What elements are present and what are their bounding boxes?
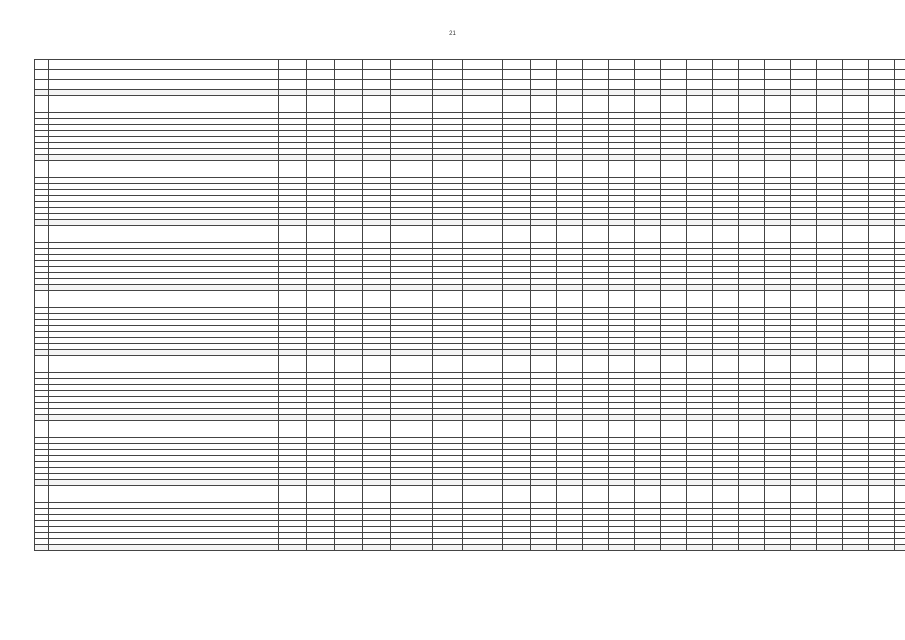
table-cell: [895, 545, 905, 551]
table-cell: [713, 291, 739, 308]
table-cell: [391, 486, 433, 503]
table-cell: [279, 96, 307, 113]
table-cell: [843, 486, 869, 503]
table-cell: [335, 96, 363, 113]
table-cell: [739, 421, 765, 438]
table-cell: [765, 70, 791, 80]
table-cell: [791, 96, 817, 113]
page-number: 21: [449, 31, 456, 37]
table-cell: [35, 60, 49, 70]
table-cell: [35, 421, 49, 438]
table-cell: [895, 70, 905, 80]
table-cell: [765, 96, 791, 113]
table-cell: [391, 545, 433, 551]
table-cell: [791, 226, 817, 243]
table-row: [35, 60, 905, 70]
table-cell: [713, 80, 739, 90]
table-cell: [791, 545, 817, 551]
table-cell: [661, 60, 687, 70]
table-cell: [843, 70, 869, 80]
table-cell: [765, 356, 791, 373]
table-cell: [279, 421, 307, 438]
table-cell: [791, 80, 817, 90]
table-cell: [35, 161, 49, 178]
table-cell: [765, 545, 791, 551]
table-cell: [279, 226, 307, 243]
table-cell: [583, 226, 609, 243]
table-cell: [557, 291, 583, 308]
table-cell: [433, 226, 463, 243]
table-row: [35, 226, 905, 243]
table-cell: [391, 161, 433, 178]
table-cell: [35, 545, 49, 551]
table-cell: [739, 545, 765, 551]
table-cell: [609, 291, 635, 308]
table-cell: [531, 80, 557, 90]
table-cell: [687, 60, 713, 70]
table-cell: [307, 421, 335, 438]
table-cell: [279, 545, 307, 551]
table-cell: [895, 486, 905, 503]
table-cell: [609, 226, 635, 243]
table-cell: [583, 421, 609, 438]
table-cell: [791, 161, 817, 178]
table-cell: [531, 421, 557, 438]
table-cell: [713, 486, 739, 503]
table-cell: [895, 291, 905, 308]
table-cell: [49, 161, 279, 178]
table-cell: [817, 545, 843, 551]
table-cell: [307, 161, 335, 178]
table-cell: [433, 545, 463, 551]
table-cell: [713, 161, 739, 178]
table-cell: [635, 96, 661, 113]
table-cell: [463, 161, 503, 178]
table-cell: [557, 421, 583, 438]
table-cell: [363, 60, 391, 70]
table-cell: [335, 421, 363, 438]
table-cell: [609, 70, 635, 80]
document-table: [34, 59, 876, 543]
table-cell: [583, 96, 609, 113]
table-cell: [531, 486, 557, 503]
table-cell: [661, 80, 687, 90]
table-cell: [817, 356, 843, 373]
table-cell: [713, 356, 739, 373]
table-cell: [843, 60, 869, 70]
table-cell: [869, 60, 895, 70]
table-cell: [531, 60, 557, 70]
table-cell: [35, 356, 49, 373]
table-cell: [765, 421, 791, 438]
table-cell: [463, 421, 503, 438]
table-cell: [817, 60, 843, 70]
table-cell: [49, 486, 279, 503]
table-cell: [791, 421, 817, 438]
table-cell: [895, 421, 905, 438]
table-cell: [363, 486, 391, 503]
table-cell: [279, 60, 307, 70]
table-cell: [687, 226, 713, 243]
table-cell: [335, 70, 363, 80]
table-cell: [583, 60, 609, 70]
table-cell: [713, 96, 739, 113]
table-cell: [713, 226, 739, 243]
table-cell: [335, 161, 363, 178]
table-cell: [869, 356, 895, 373]
table-cell: [49, 545, 279, 551]
table-cell: [279, 161, 307, 178]
table-cell: [35, 80, 49, 90]
table-cell: [817, 161, 843, 178]
table-cell: [895, 161, 905, 178]
table-cell: [463, 70, 503, 80]
table-cell: [531, 291, 557, 308]
table-cell: [307, 486, 335, 503]
table-cell: [503, 291, 531, 308]
table-cell: [557, 96, 583, 113]
table-cell: [557, 356, 583, 373]
table-cell: [791, 291, 817, 308]
table-cell: [531, 70, 557, 80]
table-cell: [279, 70, 307, 80]
table-cell: [687, 291, 713, 308]
table-cell: [817, 486, 843, 503]
table-cell: [279, 356, 307, 373]
table-cell: [661, 421, 687, 438]
table-cell: [661, 486, 687, 503]
table-cell: [713, 60, 739, 70]
table-cell: [363, 80, 391, 90]
table-cell: [433, 421, 463, 438]
table-cell: [895, 60, 905, 70]
table-cell: [739, 291, 765, 308]
table-cell: [279, 291, 307, 308]
table-cell: [35, 226, 49, 243]
table-cell: [503, 421, 531, 438]
table-cell: [35, 70, 49, 80]
table-cell: [635, 545, 661, 551]
table-cell: [687, 161, 713, 178]
table-cell: [635, 80, 661, 90]
table-cell: [765, 60, 791, 70]
table-cell: [557, 70, 583, 80]
table-cell: [895, 80, 905, 90]
table-cell: [661, 70, 687, 80]
table-cell: [503, 226, 531, 243]
table-cell: [463, 80, 503, 90]
table-cell: [635, 486, 661, 503]
table-cell: [843, 356, 869, 373]
table-cell: [687, 70, 713, 80]
table-cell: [583, 356, 609, 373]
table-cell: [391, 356, 433, 373]
table-cell: [391, 96, 433, 113]
table-cell: [895, 96, 905, 113]
table-cell: [817, 291, 843, 308]
table-cell: [363, 226, 391, 243]
table-row: [35, 545, 905, 551]
table-cell: [335, 291, 363, 308]
table-cell: [363, 356, 391, 373]
table-cell: [557, 226, 583, 243]
table-cell: [463, 356, 503, 373]
table-cell: [557, 486, 583, 503]
table-cell: [335, 486, 363, 503]
table-cell: [661, 96, 687, 113]
table-cell: [557, 161, 583, 178]
table-cell: [307, 291, 335, 308]
table-cell: [739, 486, 765, 503]
table-cell: [49, 80, 279, 90]
table-cell: [661, 356, 687, 373]
table-cell: [843, 226, 869, 243]
table-cell: [765, 226, 791, 243]
table-cell: [739, 226, 765, 243]
table-cell: [307, 356, 335, 373]
table-cell: [661, 291, 687, 308]
table-cell: [765, 161, 791, 178]
table-cell: [687, 356, 713, 373]
table-cell: [583, 291, 609, 308]
table-cell: [869, 80, 895, 90]
table-cell: [557, 60, 583, 70]
table-cell: [463, 291, 503, 308]
table-cell: [531, 96, 557, 113]
table-cell: [363, 421, 391, 438]
table-cell: [433, 96, 463, 113]
table-cell: [531, 356, 557, 373]
table-cell: [765, 291, 791, 308]
table-cell: [503, 545, 531, 551]
table-row: [35, 356, 905, 373]
table-cell: [335, 545, 363, 551]
table-cell: [363, 96, 391, 113]
table-cell: [463, 545, 503, 551]
table-cell: [391, 421, 433, 438]
table-row: [35, 421, 905, 438]
table-cell: [869, 161, 895, 178]
table-cell: [391, 291, 433, 308]
table-cell: [869, 96, 895, 113]
table-cell: [463, 486, 503, 503]
table-cell: [843, 96, 869, 113]
table-row: [35, 70, 905, 80]
table-cell: [661, 545, 687, 551]
table-cell: [433, 291, 463, 308]
table-cell: [503, 80, 531, 90]
table-cell: [635, 70, 661, 80]
table-cell: [687, 421, 713, 438]
table-row: [35, 96, 905, 113]
table-cell: [503, 161, 531, 178]
table-cell: [687, 545, 713, 551]
table-row: [35, 161, 905, 178]
table-cell: [463, 96, 503, 113]
table-cell: [817, 421, 843, 438]
table-cell: [557, 80, 583, 90]
table-cell: [739, 70, 765, 80]
table-cell: [279, 486, 307, 503]
table-cell: [583, 545, 609, 551]
table-cell: [391, 226, 433, 243]
table-cell: [869, 486, 895, 503]
table-cell: [557, 545, 583, 551]
table-cell: [363, 291, 391, 308]
table-cell: [363, 161, 391, 178]
table-cell: [531, 226, 557, 243]
table-cell: [49, 291, 279, 308]
table-cell: [791, 486, 817, 503]
table-cell: [843, 161, 869, 178]
table-cell: [609, 161, 635, 178]
table-cell: [531, 545, 557, 551]
table-cell: [391, 80, 433, 90]
table-cell: [307, 96, 335, 113]
table-cell: [687, 96, 713, 113]
table-cell: [503, 96, 531, 113]
table-cell: [713, 421, 739, 438]
table-cell: [817, 96, 843, 113]
table-cell: [583, 80, 609, 90]
table-cell: [433, 486, 463, 503]
table-cell: [307, 226, 335, 243]
table-row: [35, 486, 905, 503]
table-cell: [363, 70, 391, 80]
table-cell: [433, 356, 463, 373]
table-cell: [35, 96, 49, 113]
table-cell: [661, 161, 687, 178]
table-cell: [503, 486, 531, 503]
table-cell: [433, 60, 463, 70]
table-cell: [739, 356, 765, 373]
table-cell: [869, 421, 895, 438]
table-cell: [661, 226, 687, 243]
table-cell: [791, 70, 817, 80]
table-cell: [817, 70, 843, 80]
table-cell: [531, 161, 557, 178]
table-cell: [583, 70, 609, 80]
table-cell: [869, 291, 895, 308]
table-cell: [739, 60, 765, 70]
table-cell: [49, 226, 279, 243]
table-cell: [869, 545, 895, 551]
table-cell: [433, 80, 463, 90]
table-cell: [895, 356, 905, 373]
table-row: [35, 291, 905, 308]
table-cell: [635, 60, 661, 70]
table-cell: [307, 545, 335, 551]
table-cell: [713, 70, 739, 80]
table-cell: [713, 545, 739, 551]
table-cell: [739, 161, 765, 178]
table-cell: [463, 226, 503, 243]
table-cell: [869, 226, 895, 243]
table-cell: [583, 161, 609, 178]
table-cell: [307, 70, 335, 80]
table-cell: [335, 60, 363, 70]
table-cell: [895, 226, 905, 243]
table-cell: [869, 70, 895, 80]
table-cell: [609, 486, 635, 503]
table-cell: [635, 161, 661, 178]
table-cell: [335, 80, 363, 90]
table-cell: [307, 80, 335, 90]
table-cell: [391, 70, 433, 80]
table-cell: [635, 356, 661, 373]
table-cell: [609, 80, 635, 90]
table-cell: [817, 226, 843, 243]
table-cell: [35, 291, 49, 308]
table-cell: [35, 486, 49, 503]
table-cell: [583, 486, 609, 503]
table-cell: [49, 356, 279, 373]
table-cell: [49, 60, 279, 70]
table-cell: [635, 226, 661, 243]
table-cell: [843, 545, 869, 551]
table-cell: [503, 356, 531, 373]
table-cell: [843, 80, 869, 90]
table-cell: [791, 60, 817, 70]
table-cell: [687, 80, 713, 90]
table-cell: [49, 96, 279, 113]
table-row: [35, 80, 905, 90]
table-cell: [307, 60, 335, 70]
table-cell: [843, 291, 869, 308]
table-cell: [463, 60, 503, 70]
table-cell: [363, 545, 391, 551]
table-cell: [391, 60, 433, 70]
table-cell: [817, 80, 843, 90]
table-cell: [609, 60, 635, 70]
table-cell: [765, 486, 791, 503]
table-cell: [791, 356, 817, 373]
table-cell: [503, 70, 531, 80]
table-cell: [49, 70, 279, 80]
table-cell: [843, 421, 869, 438]
table-cell: [609, 421, 635, 438]
table-cell: [765, 80, 791, 90]
table-cell: [635, 291, 661, 308]
table-cell: [609, 545, 635, 551]
table-cell: [279, 80, 307, 90]
table-cell: [433, 161, 463, 178]
data-table: [34, 59, 905, 551]
table-cell: [49, 421, 279, 438]
table-cell: [335, 226, 363, 243]
table-cell: [609, 356, 635, 373]
table-cell: [609, 96, 635, 113]
table-cell: [687, 486, 713, 503]
table-cell: [739, 80, 765, 90]
table-cell: [739, 96, 765, 113]
table-cell: [635, 421, 661, 438]
table-cell: [433, 70, 463, 80]
table-cell: [503, 60, 531, 70]
table-cell: [335, 356, 363, 373]
